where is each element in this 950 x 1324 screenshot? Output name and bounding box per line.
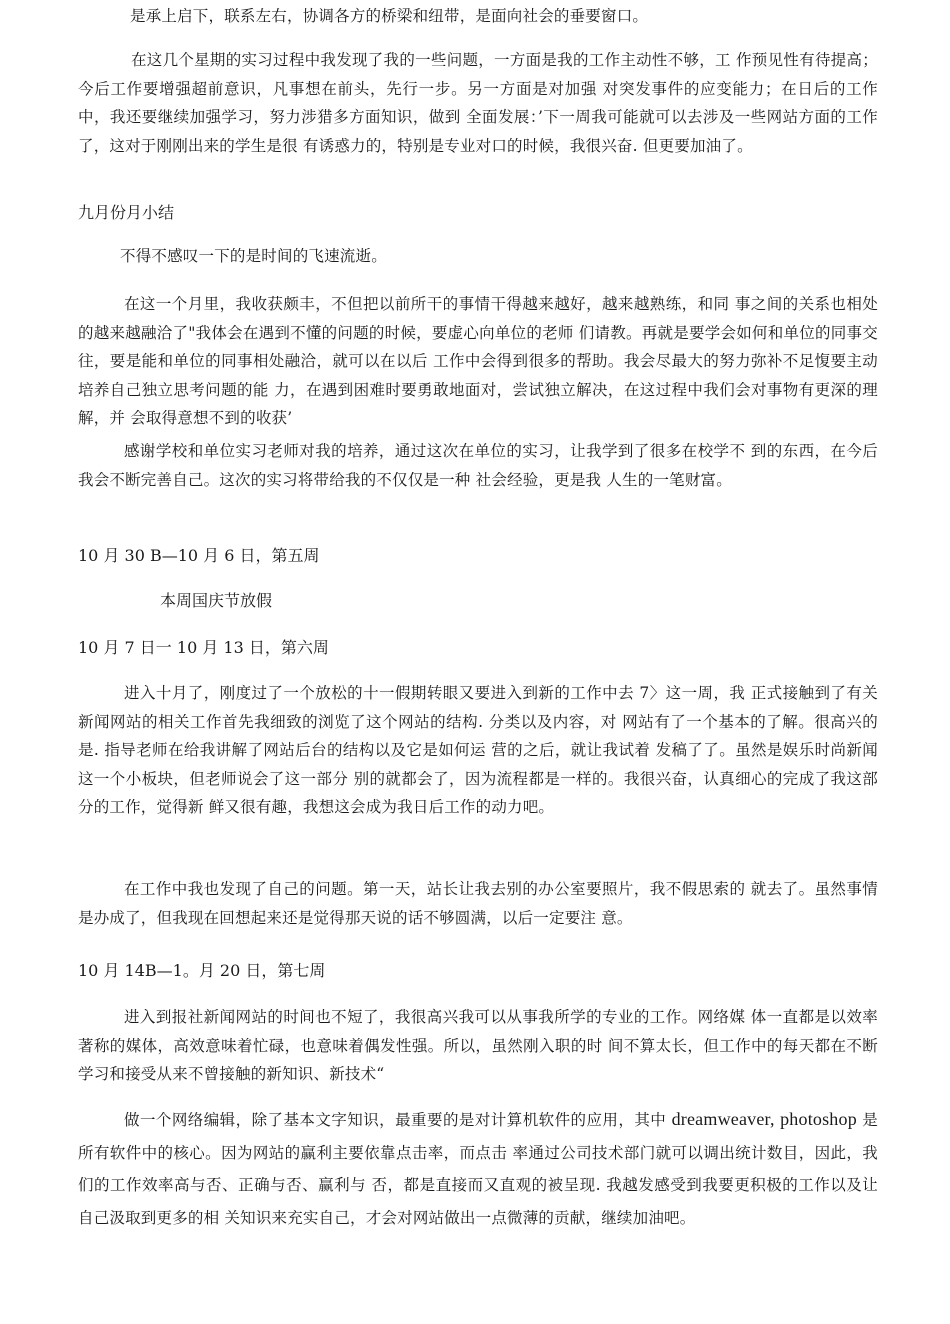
september-paragraph-3: 感谢学校和单位实习老师对我的培养，通过这次在单位的实习，让我学到了很多在校学不 到的东西，在今后我会不断完善自己。这次的实习将带给我的不仅仅是一种 社会经验，更是我 人生的一笔财富。 (78, 442, 878, 489)
week7-paragraph-2 (78, 1103, 878, 1234)
week7-paragraph-2-rest: 是所有软件中的核心。因为网站的赢利主要依靠点击率，而点击 率通过公司技术部门就可以调出统计数目，因此，我们的工作效率高与否、正确与否、赢利与 否，都是直接而又直观的被呈现. 我越发感受到我要更积极的工作以及让自己汲取到更多的相 关知识来充实自己，才会对网站做出一点微薄的贡献，继续加油吧。 (78, 1111, 878, 1227)
week6-paragraph-2: 在工作中我也发现了自己的问题。第一天，站长让我去别的办公室要照片，我不假思索的 就去了。虽然事情是办成了，但我现在回想起来还是觉得那天说的话不够圆满，以后一定要注 意。 (78, 880, 878, 927)
week7-paragraph-1: 进入到报社新闻网站的时间也不短了，我很高兴我可以从事我所学的专业的工作。网络媒 体一直都是以效率著称的媒体，高效意味着忙碌，也意味着偶发性强。所以，虽然刚入职的时 间不算太长，但工作中的每天都在不断学习和接受从来不曾接触的新知识、新技术“ (78, 1008, 878, 1084)
september-summary-heading: 九月份月小结 (78, 203, 175, 222)
software-name-dreamweaver: dreamweaver, (671, 1109, 775, 1129)
september-paragraph-1: 不得不感叹一下的是时间的飞速流逝。 (120, 247, 387, 265)
week5-text: 本周国庆节放假 (160, 591, 273, 610)
week7-paragraph-2-start: 做一个网络编辑，除了基本文字知识，最重要的是对计算机软件的应用，其中 (124, 1111, 672, 1129)
week7-heading: 10 月 14B—1。月 20 日，第七周 (78, 961, 326, 980)
week6-heading: 10 月 7 日一 10 月 13 日，第六周 (78, 638, 329, 657)
week6-paragraph-1: 进入十月了，刚度过了一个放松的十一假期转眼又要进入到新的工作中去 7〉这一周，我 正式接触到了有关新闻网站的相关工作首先我细致的浏览了这个网站的结构. 分类以及内容，对 网站有了一个基本的了解。很高兴的是. 指导老师在给我讲解了网站后台的结构以及它是如何运 营的之后，就让我试着 发稿了了。虽然是娱乐时尚新闻这一个小板块，但老师说会了这一部分 别的就都会了，因为流程都是一样的。我很兴奋，认真细心的完成了我这部分的工作，觉得新 鲜又很有趣，我想这会成为我日后工作的动力吧。 (78, 684, 878, 817)
intro-tail-paragraph: 是承上启下，联系左右，协调各方的桥梁和纽带，是面向社会的垂要窗口。 (130, 7, 649, 25)
issues-paragraph: 在这几个星期的实习过程中我发现了我的一些问题，一方面是我的工作主动性不够，工 作预见性有待提高；今后工作要增强超前意识，凡事想在前头，先行一步。另一方面是对加强 对突发事件的应变能力；在日后的工作中，我还要继续加强学习，努力涉猎多方面知识，做到 全面发展：’下一周我可能就可以去涉及一些网站方面的工作了，这对于刚刚出来的学生是很 有诱惑力的，特别是专业对口的时候，我很兴奋. 但更要加油了。 (78, 51, 878, 155)
software-name-photoshop: photoshop (780, 1109, 857, 1129)
week5-heading: 10 月 30 B—10 月 6 日，第五周 (78, 546, 320, 565)
september-paragraph-2: 在这一个月里，我收获颇丰，不但把以前所干的事情干得越来越好，越来越熟练，和同 事之间的关系也相处的越来越融洽了"我体会在遇到不懂的问题的时候，要虚心向单位的老师 们请教。再就是要学会如何和单位的同事交往，要是能和单位的同事相处融洽，就可以在以后 工作中会得到很多的帮助。我会尽最大的努力弥补不足愎要主动培养自己独立思考问题的能 力，在遇到困难时要勇敢地面对，尝试独立解决，在这过程中我们会对事物有更深的理解，并 会取得意想不到的收获’ (78, 295, 878, 428)
